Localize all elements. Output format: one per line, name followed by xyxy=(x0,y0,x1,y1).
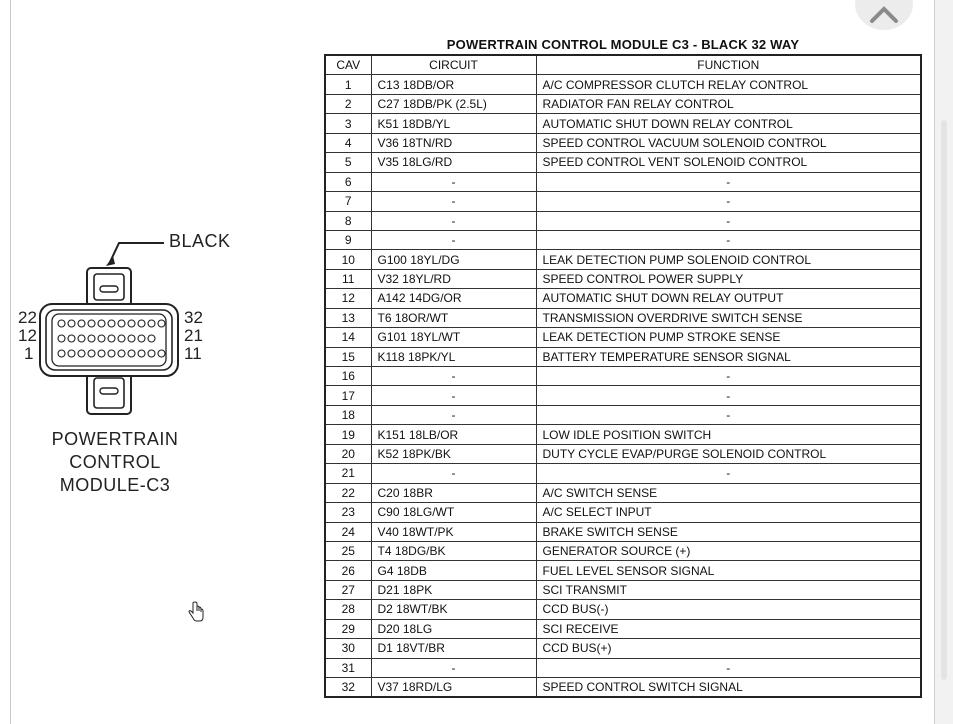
table-row xyxy=(325,211,921,230)
cav-cell: 21 xyxy=(325,464,371,483)
cav-cell: 14 xyxy=(325,328,371,347)
circuit-cell: - xyxy=(371,192,536,211)
circuit-cell: - xyxy=(371,230,536,249)
cav-cell: 20 xyxy=(325,444,371,463)
circuit-cell: D1 18VT/BR xyxy=(371,639,536,658)
cav-cell: 8 xyxy=(325,211,371,230)
circuit-cell: T4 18DG/BK xyxy=(371,541,536,560)
cav-cell: 26 xyxy=(325,561,371,580)
table-row xyxy=(325,308,921,327)
circuit-cell: C13 18DB/OR xyxy=(371,75,536,94)
header-function: FUNCTION xyxy=(536,55,921,75)
table-row xyxy=(325,114,921,133)
cav-cell: 9 xyxy=(325,230,371,249)
connector-drawing xyxy=(14,228,244,428)
circuit-cell: - xyxy=(371,464,536,483)
table-row xyxy=(325,328,921,347)
circuit-cell: - xyxy=(371,658,536,677)
table-row xyxy=(325,367,921,386)
table-row xyxy=(325,230,921,249)
pin-label-22: 22 xyxy=(18,308,37,327)
table-row xyxy=(325,75,921,94)
function-cell: - xyxy=(536,658,921,677)
cav-cell: 32 xyxy=(325,678,371,698)
function-cell: GENERATOR SOURCE (+) xyxy=(536,541,921,560)
table-row xyxy=(325,347,921,366)
header-cav: CAV xyxy=(325,55,371,75)
table-row xyxy=(325,405,921,424)
circuit-cell: C27 18DB/PK (2.5L) xyxy=(371,94,536,113)
function-cell: RADIATOR FAN RELAY CONTROL xyxy=(536,94,921,113)
table-title: POWERTRAIN CONTROL MODULE C3 - BLACK 32 WAY xyxy=(446,37,800,52)
table-row xyxy=(325,289,921,308)
function-cell: LEAK DETECTION PUMP SOLENOID CONTROL xyxy=(536,250,921,269)
function-cell: SPEED CONTROL SWITCH SIGNAL xyxy=(536,678,921,698)
function-cell: - xyxy=(536,405,921,424)
table-row xyxy=(325,94,921,113)
cav-cell: 24 xyxy=(325,522,371,541)
cav-cell: 28 xyxy=(325,600,371,619)
table-row xyxy=(325,153,921,172)
pin-label-32: 32 xyxy=(184,308,203,327)
table-row xyxy=(325,619,921,638)
pinout-table xyxy=(324,54,922,698)
table-row xyxy=(325,522,921,541)
module-label-line-3: MODULE-C3 xyxy=(59,475,171,495)
table-row xyxy=(325,425,921,444)
cav-cell: 17 xyxy=(325,386,371,405)
function-cell: TRANSMISSION OVERDRIVE SWITCH SENSE xyxy=(536,308,921,327)
circuit-cell: V35 18LG/RD xyxy=(371,153,536,172)
cav-cell: 6 xyxy=(325,172,371,191)
close-icon xyxy=(869,6,899,24)
function-cell: - xyxy=(536,172,921,191)
function-cell: SPEED CONTROL VENT SOLENOID CONTROL xyxy=(536,153,921,172)
function-cell: - xyxy=(536,367,921,386)
circuit-cell: K51 18DB/YL xyxy=(371,114,536,133)
cav-cell: 15 xyxy=(325,347,371,366)
circuit-cell: - xyxy=(371,386,536,405)
circuit-cell: K52 18PK/BK xyxy=(371,444,536,463)
scrollbar-track[interactable] xyxy=(934,0,953,724)
circuit-cell: D2 18WT/BK xyxy=(371,600,536,619)
scrollbar-thumb[interactable] xyxy=(941,120,947,680)
cav-cell: 3 xyxy=(325,114,371,133)
function-cell: CCD BUS(-) xyxy=(536,600,921,619)
cav-cell: 10 xyxy=(325,250,371,269)
function-cell: LEAK DETECTION PUMP STROKE SENSE xyxy=(536,328,921,347)
circuit-cell: D20 18LG xyxy=(371,619,536,638)
cav-cell: 27 xyxy=(325,580,371,599)
table-row xyxy=(325,172,921,191)
circuit-cell: - xyxy=(371,211,536,230)
module-label xyxy=(30,428,200,497)
table-row xyxy=(325,269,921,288)
table-header-row xyxy=(325,55,921,75)
cav-cell: 1 xyxy=(325,75,371,94)
table-row xyxy=(325,658,921,677)
function-cell: FUEL LEVEL SENSOR SIGNAL xyxy=(536,561,921,580)
circuit-cell: C20 18BR xyxy=(371,483,536,502)
table-row xyxy=(325,464,921,483)
function-cell: A/C SWITCH SENSE xyxy=(536,483,921,502)
function-cell: - xyxy=(536,192,921,211)
circuit-cell: D21 18PK xyxy=(371,580,536,599)
cav-cell: 16 xyxy=(325,367,371,386)
function-cell: AUTOMATIC SHUT DOWN RELAY CONTROL xyxy=(536,114,921,133)
table-row xyxy=(325,541,921,560)
circuit-cell: G100 18YL/DG xyxy=(371,250,536,269)
cav-cell: 30 xyxy=(325,639,371,658)
function-cell: AUTOMATIC SHUT DOWN RELAY OUTPUT xyxy=(536,289,921,308)
module-label-line-2: CONTROL xyxy=(69,452,161,472)
table-row xyxy=(325,483,921,502)
table-row xyxy=(325,386,921,405)
cav-cell: 7 xyxy=(325,192,371,211)
table-row xyxy=(325,639,921,658)
cav-cell: 23 xyxy=(325,503,371,522)
cav-cell: 13 xyxy=(325,308,371,327)
function-cell: - xyxy=(536,464,921,483)
circuit-cell: - xyxy=(371,172,536,191)
table-row xyxy=(325,600,921,619)
circuit-cell: - xyxy=(371,405,536,424)
function-cell: CCD BUS(+) xyxy=(536,639,921,658)
table-row xyxy=(325,561,921,580)
table-row xyxy=(325,580,921,599)
header-circuit: CIRCUIT xyxy=(371,55,536,75)
function-cell: SPEED CONTROL VACUUM SOLENOID CONTROL xyxy=(536,133,921,152)
cav-cell: 25 xyxy=(325,541,371,560)
circuit-cell: A142 14DG/OR xyxy=(371,289,536,308)
table-row xyxy=(325,503,921,522)
circuit-cell: K118 18PK/YL xyxy=(371,347,536,366)
table-row xyxy=(325,678,921,698)
cav-cell: 18 xyxy=(325,405,371,424)
cav-cell: 4 xyxy=(325,133,371,152)
close-button[interactable] xyxy=(855,0,913,30)
function-cell: DUTY CYCLE EVAP/PURGE SOLENOID CONTROL xyxy=(536,444,921,463)
function-cell: BRAKE SWITCH SENSE xyxy=(536,522,921,541)
circuit-cell: C90 18LG/WT xyxy=(371,503,536,522)
cav-cell: 31 xyxy=(325,658,371,677)
table-row xyxy=(325,192,921,211)
function-cell: SCI RECEIVE xyxy=(536,619,921,638)
function-cell: LOW IDLE POSITION SWITCH xyxy=(536,425,921,444)
connector-color-label: BLACK xyxy=(169,231,231,251)
module-label-line-1: POWERTRAIN xyxy=(51,429,179,449)
function-cell: A/C SELECT INPUT xyxy=(536,503,921,522)
hand-cursor-icon xyxy=(187,601,205,623)
function-cell: A/C COMPRESSOR CLUTCH RELAY CONTROL xyxy=(536,75,921,94)
function-cell: BATTERY TEMPERATURE SENSOR SIGNAL xyxy=(536,347,921,366)
function-cell: - xyxy=(536,386,921,405)
cav-cell: 29 xyxy=(325,619,371,638)
table-row xyxy=(325,444,921,463)
cav-cell: 5 xyxy=(325,153,371,172)
cav-cell: 22 xyxy=(325,483,371,502)
cav-cell: 11 xyxy=(325,269,371,288)
circuit-cell: G101 18YL/WT xyxy=(371,328,536,347)
cav-cell: 19 xyxy=(325,425,371,444)
table-row xyxy=(325,133,921,152)
pin-label-21: 21 xyxy=(184,326,203,345)
window-left-border xyxy=(0,0,11,724)
circuit-cell: K151 18LB/OR xyxy=(371,425,536,444)
pin-label-1: 1 xyxy=(24,344,34,363)
function-cell: - xyxy=(536,211,921,230)
function-cell: - xyxy=(536,230,921,249)
circuit-cell: V37 18RD/LG xyxy=(371,678,536,698)
circuit-cell: - xyxy=(371,367,536,386)
table-row xyxy=(325,250,921,269)
pin-label-11: 11 xyxy=(184,344,202,363)
function-cell: SPEED CONTROL POWER SUPPLY xyxy=(536,269,921,288)
pin-label-12: 12 xyxy=(18,326,37,345)
circuit-cell: V36 18TN/RD xyxy=(371,133,536,152)
circuit-cell: V40 18WT/PK xyxy=(371,522,536,541)
function-cell: SCI TRANSMIT xyxy=(536,580,921,599)
cav-cell: 12 xyxy=(325,289,371,308)
cav-cell: 2 xyxy=(325,94,371,113)
circuit-cell: T6 18OR/WT xyxy=(371,308,536,327)
circuit-cell: G4 18DB xyxy=(371,561,536,580)
circuit-cell: V32 18YL/RD xyxy=(371,269,536,288)
